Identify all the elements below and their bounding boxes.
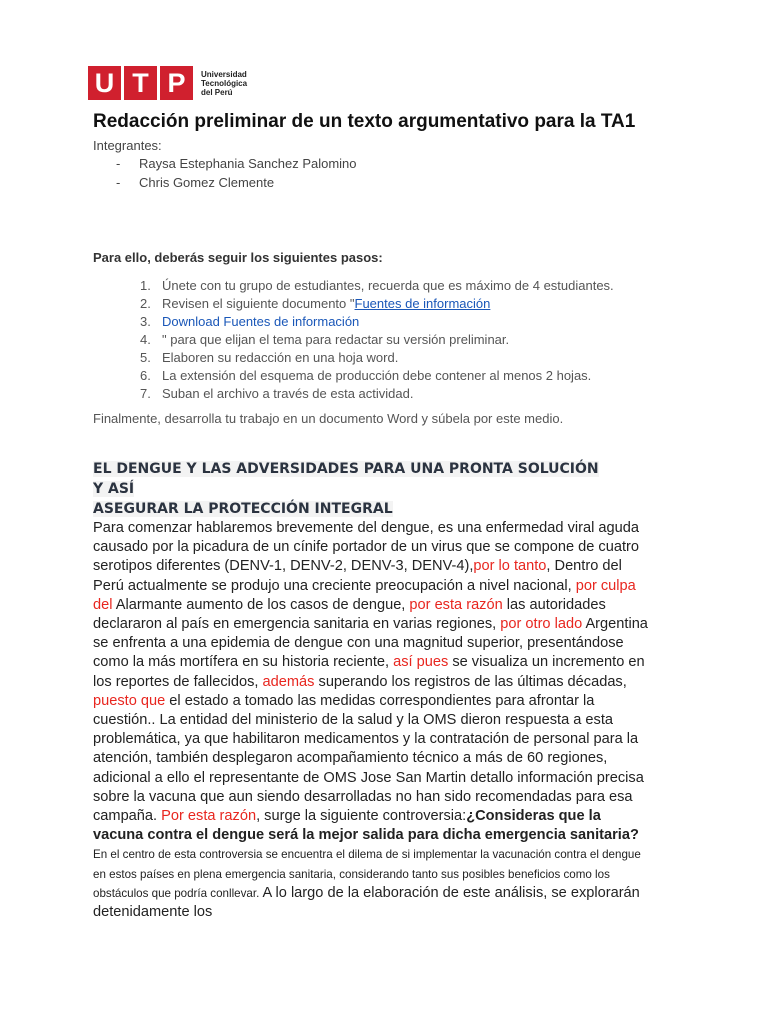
connector-highlight: así pues bbox=[393, 654, 449, 671]
document-title: Redacción preliminar de un texto argumentativo para la TA1 bbox=[93, 111, 636, 132]
logo-university-name: Universidad Tecnológica del Perú bbox=[201, 69, 248, 97]
essay-body bbox=[93, 519, 653, 922]
connector-highlight: además bbox=[262, 673, 315, 690]
essay-segment: , Dentro del Perú actualmente se produjo una creciente preocupación a nivel nacional, bbox=[93, 558, 622, 594]
logo-letter-t: T bbox=[124, 66, 157, 100]
members-label: Integrantes: bbox=[93, 138, 162, 153]
essay-segment: las autoridades declararon al país en emergencia sanitaria en varias regiones, bbox=[93, 596, 606, 633]
step-item: 3. Download Fuentes de información bbox=[140, 314, 360, 329]
utp-logo bbox=[88, 66, 247, 100]
step-item: 2. Revisen el siguiente documento "Fuentes de información bbox=[140, 296, 491, 311]
essay-small-segment: En el centro de esta controversia se encuentra el dilema de si implementar la vacunación contra el dengue en estos países en plena emergencia sanitaria, considerando tanto sus posibles beneficios como los obstáculos que podría conllevar. bbox=[93, 848, 641, 900]
controversy-question: ¿Consideras que la vacuna contra el dengue será la mejor salida para dicha emergencia sanitaria? bbox=[93, 808, 639, 844]
essay-segment: A lo largo de la elaboración de este análisis, se explorarán detenidamente los bbox=[93, 884, 640, 921]
connector-highlight: por esta razón bbox=[409, 596, 503, 613]
step-item: 7. Suban el archivo a través de esta actividad. bbox=[140, 386, 414, 401]
essay-segment: se visualiza un incremento en los reportes de fallecidos, bbox=[93, 654, 645, 690]
essay-segment: superando los registros de las últimas décadas, bbox=[314, 673, 627, 690]
connector-highlight: por otro lado bbox=[500, 616, 583, 633]
steps-heading: Para ello, deberás seguir los siguientes pasos: bbox=[93, 250, 383, 265]
connector-highlight: puesto que bbox=[93, 692, 166, 709]
step-item: 4. " para que elijan el tema para redactar su versión preliminar. bbox=[140, 332, 510, 347]
steps-list bbox=[140, 277, 614, 403]
essay-segment: , surge la siguiente controversia: bbox=[256, 808, 467, 825]
essay-segment: Para comenzar hablaremos brevemente del dengue, es una enfermedad viral aguda causado por la picadura de un cínife portador de un virus que se compone de cuatro serotipos diferentes (DENV-1, DENV-2, DENV-3, DENV-4), bbox=[93, 520, 639, 575]
step-item: 1. Únete con tu grupo de estudiantes, recuerda que es máximo de 4 estudiantes. bbox=[140, 278, 614, 293]
essay-segment: Argentina se enfrenta a una epidemia de dengue con una magnitud superior, presentándose como la más mortífera en su historia reciente, bbox=[93, 616, 648, 671]
essay-segment: el estado a tomado las medidas correspondientes para afrontar la cuestión.. La entidad del ministerio de la salud y la OMS dieron respuesta a esta problemática, ya que habilitaron medicamentos y la contratación de personal para la atención, también desplegaron acompañamiento técnico a más de 60 regiones, adicional a ello el representante de OMS Jose San Martin detallo información precisa sobre la vacuna que aun siendo desarrolladas no han sido recomendadas para esa campaña. bbox=[93, 692, 644, 825]
logo-letter-u: U bbox=[88, 66, 121, 100]
connector-highlight: por culpa del bbox=[93, 577, 636, 613]
final-note: Finalmente, desarrolla tu trabajo en un documento Word y súbela por este medio. bbox=[93, 411, 564, 426]
essay-segment: Alarmante aumento de los casos de dengue, bbox=[112, 596, 410, 613]
download-link[interactable]: Download Fuentes de información bbox=[162, 314, 360, 329]
connector-highlight: por lo tanto bbox=[473, 558, 547, 575]
member-item: - Chris Gomez Clemente bbox=[116, 175, 275, 190]
step-item: 6. La extensión del esquema de producción debe contener al menos 2 hojas. bbox=[140, 368, 592, 383]
essay-title: EL DENGUE Y LAS ADVERSIDADES PARA UNA PRONTA SOLUCIÓN Y ASÍ ASEGURAR LA PROTECCIÓN INTEGRAL bbox=[93, 461, 599, 517]
step-item: 5. Elaboren su redacción en una hoja word. bbox=[140, 350, 399, 365]
fuentes-link[interactable]: Fuentes de información bbox=[354, 296, 491, 311]
logo-letter-p: P bbox=[160, 66, 193, 100]
connector-highlight: Por esta razón bbox=[161, 808, 257, 825]
member-item: - Raysa Estephania Sanchez Palomino bbox=[116, 156, 357, 171]
